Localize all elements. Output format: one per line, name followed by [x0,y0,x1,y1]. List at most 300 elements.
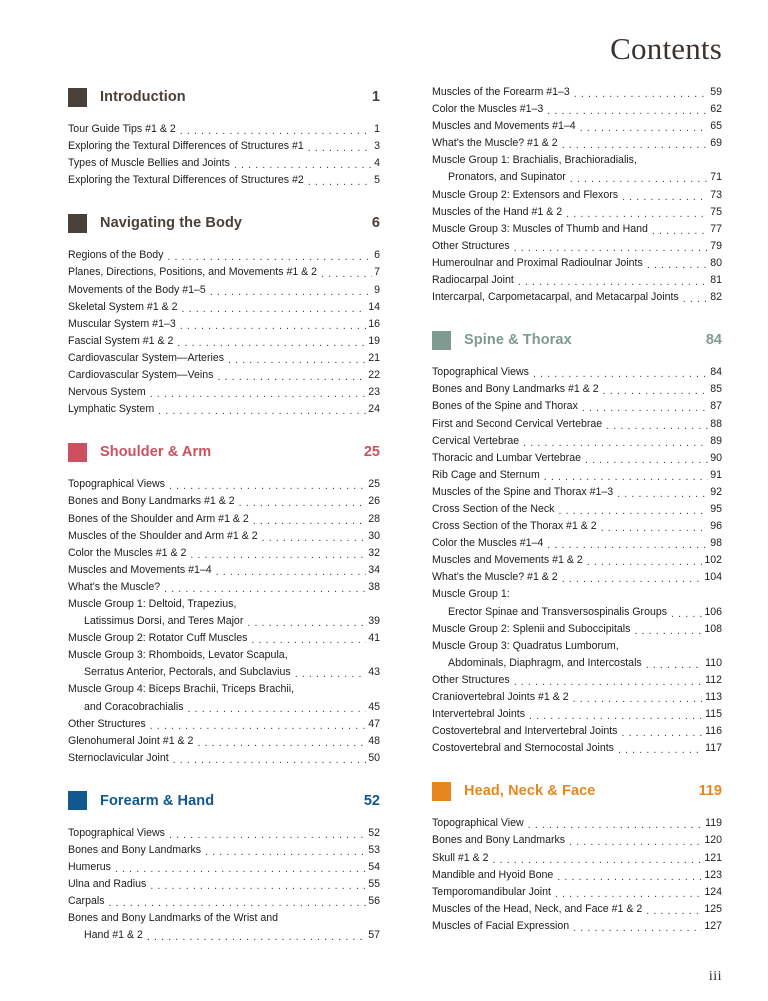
toc-leader-dots [544,471,708,484]
toc-leader-dots [164,583,366,596]
toc-entry[interactable] [432,535,722,552]
toc-entry-page-number: 91 [710,468,722,481]
toc-entry-label: What's the Muscle? #1 & 2 [432,137,558,150]
toc-entry-label: Muscles of Facial Expression [432,919,570,932]
toc-entry[interactable] [432,918,722,935]
toc-entry-page-number: 115 [705,708,722,721]
toc-leader-dots [239,498,367,511]
toc-entry-label: Muscle Group 1: Brachialis, Brachioradialis, [432,154,637,167]
toc-entry-page-number: 3 [374,140,380,153]
toc-entry[interactable] [432,101,722,118]
section-page-number: 119 [698,783,722,800]
toc-leader-dots [562,139,709,152]
toc-entry-label: and Coracobrachialis [84,700,184,713]
toc-entry-label: Bones and Bony Landmarks [68,844,202,856]
toc-leader-dots [683,293,708,306]
section-title: Shoulder & Arm [100,444,212,461]
toc-entry-page-number: 106 [704,605,722,618]
toc-leader-dots [308,176,372,189]
toc-entry-page-number: 123 [704,868,722,881]
toc-entry-label: What's the Muscle? #1 & 2 [432,571,558,584]
toc-entry[interactable] [68,596,380,613]
toc-leader-dots [523,437,708,450]
left-column [0,84,392,945]
toc-entry-label: Humerus [68,861,111,874]
toc-entry[interactable] [68,172,380,189]
section-page-number: 1 [371,89,380,105]
toc-entry-label: Abdominals, Diaphragm, and Intercostals [448,656,642,669]
toc-entry-label: Color the Muscles #1 & 2 [68,546,187,559]
toc-entry[interactable] [432,135,722,152]
toc-entry[interactable] [432,706,722,723]
toc-leader-dots [652,225,708,238]
toc-entry-label: Muscles of the Hand #1 & 2 [432,205,563,218]
toc-entry[interactable] [432,118,722,135]
toc-entry[interactable] [68,733,380,750]
toc-leader-dots [228,354,366,367]
toc-leader-dots [621,727,703,740]
section-head-neck-and-face [432,778,722,935]
toc-leader-dots [298,686,380,699]
toc-entry-label: Costovertebral and Sternocostal Joints [432,742,614,755]
toc-entry-label: Temporomandibular Joint [432,885,551,898]
toc-entry-page-number: 4 [374,157,380,170]
toc-entry[interactable] [432,621,722,638]
toc-entry[interactable] [432,187,722,204]
toc-entry[interactable] [68,545,380,562]
toc-entry-page-number: 84 [710,366,722,379]
toc-entry[interactable] [68,367,380,384]
toc-entry[interactable] [68,350,380,367]
toc-entry-page-number: 62 [710,103,722,116]
toc-entry[interactable] [68,401,380,418]
toc-entry[interactable] [68,121,380,138]
toc-leader-dots [514,591,722,604]
toc-entry[interactable] [432,867,722,884]
toc-entry-page-number: 16 [368,317,380,330]
toc-entry-label: Cervical Vertebrae [432,434,520,447]
toc-entry[interactable] [432,832,722,849]
toc-entry[interactable] [68,859,380,876]
toc-entry[interactable] [68,613,380,630]
toc-leader-dots [634,625,702,638]
toc-entry[interactable] [68,681,380,698]
toc-entry-page-number: 88 [710,417,722,430]
toc-entry[interactable] [68,750,380,767]
right-column [392,84,768,945]
toc-entry-label: Other Structures [432,673,510,686]
toc-entry-page-number: 120 [704,834,722,847]
toc-entry-page-number: 102 [704,554,722,567]
toc-entry[interactable] [432,484,722,501]
toc-entry-page-number: 9 [374,283,380,296]
toc-entry-label: Bones and Bony Landmarks [432,834,566,847]
toc-entry-label: Costovertebral and Intervertebral Joints [432,725,618,738]
toc-entry[interactable] [432,850,722,867]
toc-entry[interactable] [68,630,380,647]
toc-entry[interactable] [68,155,380,172]
section-entry-list [68,825,380,945]
toc-entry[interactable] [432,901,722,918]
toc-leader-dots [182,303,367,316]
toc-entry-label: Rib Cage and Sternum [432,468,540,481]
toc-entry-page-number: 75 [710,205,722,218]
toc-entry-label: Cross Section of the Thorax #1 & 2 [432,520,597,533]
toc-leader-dots [109,897,367,910]
toc-entry-label: Muscle Group 2: Rotator Cuff Muscles [68,632,248,645]
toc-entry[interactable] [432,552,722,569]
toc-entry-page-number: 108 [704,622,722,635]
toc-entry-label: Muscle Group 3: Rhomboids, Levator Scapula, [68,649,288,662]
section-entry-list [432,84,722,306]
toc-entry-label: Pronators, and Supinator [448,171,566,184]
toc-leader-dots [528,819,703,832]
section-entry-list [432,364,722,757]
toc-entry-page-number: 127 [704,919,722,932]
toc-entry-label: Color the Muscles #1–4 [432,537,544,550]
toc-leader-dots [558,505,708,518]
toc-entry[interactable] [432,169,722,186]
toc-entry[interactable] [432,672,722,689]
toc-entry-page-number: 85 [710,383,722,396]
toc-entry-page-number: 116 [705,725,722,738]
toc-entry-page-number: 112 [705,673,722,686]
toc-columns [0,84,768,945]
toc-entry-label: Cardiovascular System—Veins [68,369,214,382]
toc-entry-page-number: 69 [710,137,722,150]
toc-entry-page-number: 92 [710,485,722,498]
toc-leader-dots [603,385,709,398]
toc-leader-dots [210,286,372,299]
toc-entry-label: Cardiovascular System—Arteries [68,351,225,364]
toc-entry[interactable] [68,910,380,927]
section-title: Forearm & Hand [100,792,215,809]
section-shoulder-and-arm [68,439,380,767]
toc-entry[interactable] [432,238,722,255]
toc-entry-page-number: 119 [705,817,722,830]
section-page-number: 6 [371,215,380,232]
toc-entry[interactable] [432,255,722,272]
toc-leader-dots [180,320,366,333]
toc-entry-page-number: 26 [368,495,380,508]
toc-leader-dots [622,191,708,204]
toc-entry-page-number: 110 [705,656,722,669]
toc-leader-dots [518,276,708,289]
toc-entry[interactable] [432,586,722,603]
toc-entry-label: Muscles of the Shoulder and Arm #1 & 2 [68,529,258,542]
toc-leader-dots [646,905,702,918]
toc-entry-label: Muscle Group 4: Biceps Brachii, Triceps Brachii, [68,683,295,696]
toc-entry-page-number: 113 [705,691,722,703]
toc-entry[interactable] [68,528,380,545]
toc-entry-label: Exploring the Textural Differences of Structures #1 [68,140,304,153]
toc-entry[interactable] [432,815,722,832]
section-header-shoulder-and-arm[interactable] [68,439,380,465]
toc-entry-page-number: 45 [368,700,380,713]
toc-entry[interactable] [432,450,722,467]
toc-entry[interactable] [432,289,722,306]
toc-leader-dots [555,888,702,901]
toc-entry-label: Latissimus Dorsi, and Teres Major [84,615,244,628]
toc-entry-label: Sternoclavicular Joint [68,751,169,764]
toc-leader-dots [601,522,709,535]
page-title: Contents [610,31,722,66]
toc-leader-dots [533,368,708,381]
toc-entry-page-number: 90 [710,451,722,464]
toc-entry-page-number: 89 [710,434,722,447]
toc-leader-dots [641,156,722,169]
toc-entry[interactable] [432,381,722,398]
toc-entry[interactable] [68,511,380,528]
toc-entry[interactable] [432,204,722,221]
toc-entry-label: Movements of the Body #1–5 [68,283,206,296]
toc-leader-dots [606,420,708,433]
toc-entry-label: Muscular System #1–3 [68,317,176,330]
section-title: Head, Neck & Face [464,783,596,800]
toc-leader-dots [262,532,367,545]
section-page-number: 84 [705,332,722,349]
toc-entry[interactable] [432,364,722,381]
toc-entry-page-number: 79 [710,239,722,252]
toc-entry[interactable] [68,579,380,596]
toc-entry-page-number: 5 [374,174,380,187]
toc-entry-page-number: 98 [710,537,722,550]
toc-entry[interactable] [68,876,380,893]
toc-leader-dots [557,871,702,884]
toc-entry[interactable] [432,569,722,586]
toc-entry[interactable] [432,638,722,655]
section-title: Introduction [100,89,186,105]
toc-entry-label: Muscle Group 2: Splenii and Suboccipitals [432,622,631,635]
section-forearm-and-hand-continued [432,84,722,306]
toc-entry-page-number: 19 [368,334,380,347]
folio-page-number: iii [708,969,722,984]
toc-entry[interactable] [432,518,722,535]
toc-entry-label: First and Second Cervical Vertebrae [432,417,603,430]
toc-entry-label: Intervertebral Joints [432,708,526,721]
toc-entry-page-number: 24 [368,403,380,416]
toc-entry-page-number: 41 [368,632,380,645]
toc-entry[interactable] [68,384,380,401]
toc-entry-page-number: 6 [374,249,380,262]
toc-leader-dots [115,863,366,876]
toc-entry-page-number: 125 [704,902,722,915]
toc-entry-label: Muscles of the Spine and Thorax #1–3 [432,485,614,498]
toc-entry[interactable] [432,398,722,415]
toc-leader-dots [547,105,708,118]
section-color-swatch-icon [68,214,87,233]
toc-leader-dots [493,854,703,867]
toc-entry[interactable] [68,247,380,264]
toc-leader-dots [180,125,372,138]
toc-entry-label: Glenohumeral Joint #1 & 2 [68,734,194,747]
toc-entry[interactable] [432,723,722,740]
toc-entry[interactable] [432,604,722,621]
toc-leader-dots [169,829,366,842]
toc-leader-dots [253,515,366,528]
toc-leader-dots [617,488,708,501]
toc-entry-page-number: 28 [368,512,380,525]
toc-entry-label: Muscles and Movements #1–4 [68,563,212,576]
toc-entry-page-number: 1 [374,123,380,135]
toc-entry[interactable] [68,264,380,281]
toc-entry-label: Muscle Group 2: Extensors and Flexors [432,188,619,201]
toc-entry[interactable] [68,476,380,493]
toc-entry[interactable] [432,655,722,672]
toc-entry[interactable] [432,84,722,101]
toc-entry-label: Topographical Views [68,826,165,839]
toc-entry[interactable] [432,152,722,169]
toc-entry[interactable] [432,689,722,706]
section-header-spine-and-thorax[interactable] [432,327,722,353]
section-color-swatch-icon [432,331,451,350]
toc-entry-page-number: 95 [710,502,722,515]
toc-entry-label: Bones of the Spine and Thorax [432,400,578,413]
toc-entry[interactable] [68,333,380,350]
toc-entry[interactable] [68,282,380,299]
toc-entry-label: Skull #1 & 2 [432,851,489,864]
toc-entry[interactable] [432,221,722,238]
toc-entry-page-number: 38 [368,580,380,593]
toc-entry[interactable] [432,272,722,289]
toc-entry[interactable] [68,699,380,716]
toc-entry[interactable] [68,299,380,316]
toc-entry-page-number: 80 [710,256,722,269]
toc-leader-dots [251,634,366,647]
toc-entry-page-number: 71 [710,171,722,184]
toc-leader-dots [216,566,367,579]
toc-leader-dots [292,651,380,664]
toc-entry[interactable] [432,501,722,518]
toc-entry-label: Bones and Bony Landmarks #1 & 2 [432,383,599,396]
toc-entry-label: Muscle Group 3: Quadratus Lumborum, [432,639,619,652]
toc-leader-dots [547,539,708,552]
toc-entry-page-number: 34 [368,563,380,576]
toc-entry-page-number: 52 [368,826,380,839]
toc-entry-page-number: 54 [368,861,380,874]
toc-entry-label: Serratus Anterior, Pectorals, and Subclavius [84,666,291,679]
section-header-introduction[interactable] [68,84,380,110]
toc-entry[interactable] [68,716,380,733]
section-header-forearm-and-hand[interactable] [68,788,380,814]
toc-entry[interactable] [68,927,380,944]
section-entry-list [68,121,380,189]
toc-entry[interactable] [68,893,380,910]
toc-leader-dots [618,744,703,757]
toc-leader-dots [623,642,722,655]
toc-leader-dots [529,710,703,723]
toc-entry-label: Regions of the Body [68,249,164,262]
toc-leader-dots [197,737,366,750]
toc-leader-dots [177,337,366,350]
section-header-head-neck-and-face[interactable] [432,778,722,804]
toc-entry[interactable] [68,316,380,333]
toc-entry-label: Muscle Group 3: Muscles of Thumb and Hand [432,222,648,235]
toc-entry[interactable] [68,842,380,859]
toc-entry-label: Muscles and Movements #1–4 [432,120,576,133]
toc-entry-label: Intercarpal, Carpometacarpal, and Metacarpal Joints [432,291,679,304]
section-entry-list [68,476,380,767]
toc-entry[interactable] [68,647,380,664]
toc-leader-dots [646,659,703,672]
toc-entry-label: Other Structures [432,239,510,252]
toc-entry-label: Bones and Bony Landmarks of the Wrist and [68,912,279,925]
toc-entry-label: Lymphatic System [68,403,155,416]
toc-entry-page-number: 56 [368,895,380,908]
toc-entry-page-number: 48 [368,734,380,747]
toc-entry[interactable] [432,433,722,450]
toc-entry-page-number: 21 [368,351,380,364]
toc-entry-page-number: 65 [710,120,722,133]
toc-leader-dots [147,932,366,945]
toc-entry-label: Bones of the Shoulder and Arm #1 & 2 [68,512,249,525]
toc-entry-label: Muscles and Movements #1 & 2 [432,554,583,567]
toc-entry-page-number: 25 [368,478,380,491]
toc-leader-dots [205,846,366,859]
toc-leader-dots [150,720,366,733]
toc-entry[interactable] [68,493,380,510]
toc-entry[interactable] [68,664,380,681]
toc-entry[interactable] [432,740,722,757]
toc-entry-page-number: 30 [368,529,380,542]
toc-entry[interactable] [68,825,380,842]
toc-entry-page-number: 7 [374,266,380,279]
toc-entry-label: What's the Muscle? [68,580,161,593]
toc-entry[interactable] [432,884,722,901]
section-introduction [68,84,380,189]
toc-entry-page-number: 50 [368,751,380,764]
toc-leader-dots [234,159,372,172]
toc-entry-label: Radiocarpal Joint [432,274,514,287]
toc-entry-label: Topographical View [432,817,524,830]
toc-leader-dots [295,668,367,681]
toc-entry-page-number: 81 [710,274,722,287]
section-spine-and-thorax [432,327,722,757]
section-title: Navigating the Body [100,215,243,232]
toc-entry-page-number: 39 [368,615,380,628]
toc-entry-label: Mandible and Hyoid Bone [432,868,554,881]
toc-entry-label: Tour Guide Tips #1 & 2 [68,123,176,135]
toc-entry[interactable] [432,416,722,433]
section-color-swatch-icon [432,782,451,801]
section-color-swatch-icon [68,791,87,810]
section-header-navigating-the-body[interactable] [68,210,380,236]
section-page-number: 25 [363,444,380,461]
section-page-number: 52 [363,792,380,809]
toc-leader-dots [321,269,372,282]
toc-entry-label: Cross Section of the Neck [432,502,555,515]
toc-entry-page-number: 57 [368,929,380,942]
section-navigating-the-body [68,210,380,418]
toc-leader-dots [188,703,367,716]
toc-entry[interactable] [68,562,380,579]
section-color-swatch-icon [68,88,87,107]
toc-leader-dots [247,617,366,630]
toc-leader-dots [569,837,702,850]
toc-leader-dots [587,556,703,569]
toc-leader-dots [570,174,708,187]
toc-entry[interactable] [68,138,380,155]
toc-leader-dots [169,480,366,493]
toc-entry-label: Other Structures [68,717,146,730]
toc-entry[interactable] [432,467,722,484]
toc-leader-dots [574,88,708,101]
toc-leader-dots [582,403,708,416]
toc-entry-label: Craniovertebral Joints #1 & 2 [432,691,569,703]
toc-leader-dots [217,371,366,384]
toc-entry-label: Fascial System #1 & 2 [68,334,174,347]
toc-entry-page-number: 22 [368,369,380,382]
